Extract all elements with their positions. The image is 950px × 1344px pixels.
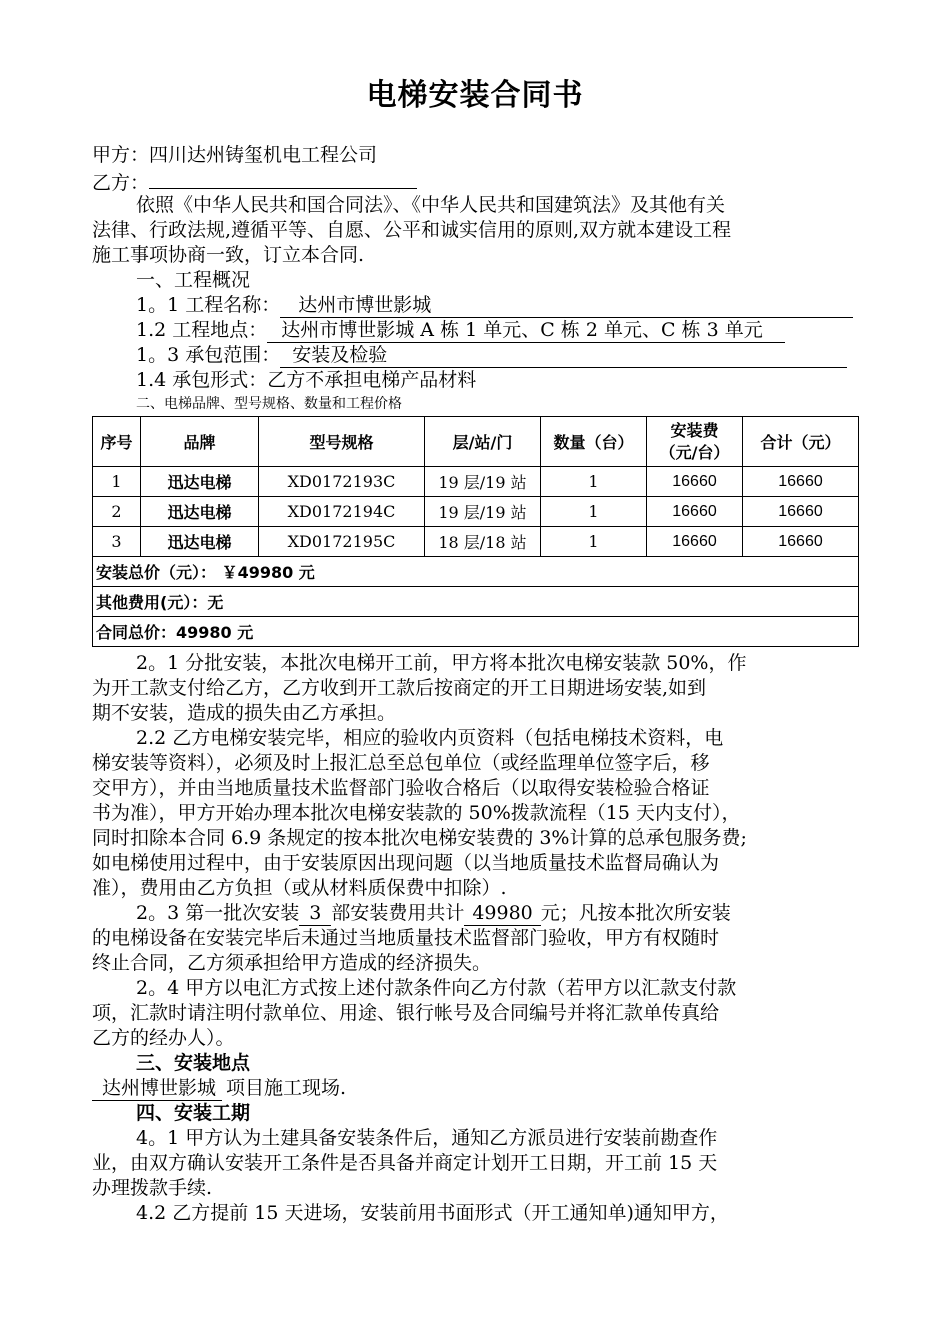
party-b-blank xyxy=(149,170,417,189)
section1-heading: 一、工程概况 xyxy=(136,269,251,291)
table-header-row xyxy=(93,417,859,467)
clause-line: 准），费用由乙方负担（或从材料质保费中扣除）. xyxy=(92,877,507,899)
contract-form: 1.4 承包形式：乙方不承担电梯产品材料 xyxy=(136,369,477,391)
table-cell: 18 层/18 站 xyxy=(425,527,541,557)
header-cell: 品牌 xyxy=(141,417,259,467)
clause-line: 业，由双方确认安装开工条件是否具备并商定计划开工日期，开工前 15 天 xyxy=(92,1152,718,1174)
clause-line: 办理拨款手续. xyxy=(92,1177,213,1199)
party-b: 乙方： xyxy=(92,170,862,195)
clause-line: 2。4 甲方以电汇方式按上述付款条件向乙方付款（若甲方以汇款支付款 xyxy=(136,977,737,999)
table-cell: 1 xyxy=(93,467,141,497)
clause-line: 期不安装，造成的损失由乙方承担。 xyxy=(92,702,397,724)
intro-line: 法律、行政法规,遵循平等、自愿、公平和诚实信用的原则,双方就本建设工程 xyxy=(92,219,732,241)
clause-line: 梯安装等资料），必须及时上报汇总至总包单位（或经监理单位签字后，移 xyxy=(92,752,710,774)
table-cell: XD0172195C xyxy=(259,527,425,557)
install-total-row xyxy=(93,557,859,587)
batch-amount: 49980 xyxy=(464,901,540,926)
table-cell: XD0172194C xyxy=(259,497,425,527)
clause-line: 的电梯设备在安装完毕后未通过当地质量技术监督部门验收，甲方有权随时 xyxy=(92,927,720,949)
clause-line: 4。1 甲方认为土建具备安装条件后，通知乙方派员进行安装前勘查作 xyxy=(136,1127,718,1149)
clause-line: 书为准），甲方开始办理本批次电梯安装款的 50%拨款流程（15 天内支付）， xyxy=(92,802,741,824)
clause-line: 乙方的经办人）。 xyxy=(92,1027,235,1049)
table-cell: 2 xyxy=(93,497,141,527)
section4-heading: 四、安装工期 xyxy=(136,1102,251,1124)
table-cell: 迅达电梯 xyxy=(141,527,259,557)
section2-heading: 二、电梯品牌、型号规格、数量和工程价格 xyxy=(136,396,402,412)
table-row xyxy=(93,467,859,497)
project-scope-value: 安装及检验 xyxy=(280,343,847,368)
other-fees: 其他费用(元）：无 xyxy=(93,587,859,617)
install-location-value: 达州博世影城 xyxy=(92,1076,222,1101)
table-cell: 1 xyxy=(541,527,647,557)
table-cell: 迅达电梯 xyxy=(141,467,259,497)
install-total: 安装总价（元）： ￥49980 元 xyxy=(93,557,859,587)
clause-line: 2。1 分批安装，本批次电梯开工前，甲方将本批次电梯安装款 50%，作 xyxy=(136,652,747,674)
table-cell: 16660 xyxy=(743,527,859,557)
project-location: 1.2 工程地点： 达州市博世影城 A 栋 1 单元、C 栋 2 单元、C 栋 3 单元 xyxy=(92,318,906,343)
clause-line: 终止合同，乙方须承担给甲方造成的经济损失。 xyxy=(92,952,492,974)
other-fees-row xyxy=(93,587,859,617)
section3-heading: 三、安装地点 xyxy=(136,1052,251,1074)
table-cell: 1 xyxy=(541,467,647,497)
table-row xyxy=(93,527,859,557)
project-name-value: 达州市博世影城 xyxy=(280,293,853,318)
project-location-value: 达州市博世影城 A 栋 1 单元、C 栋 2 单元、C 栋 3 单元 xyxy=(267,318,784,343)
intro-line: 依照《中华人民共和国合同法》、《中华人民共和国建筑法》及其他有关 xyxy=(136,194,726,216)
table-row xyxy=(93,497,859,527)
header-cell: 序号 xyxy=(93,417,141,467)
clause-line: 如电梯使用过程中，由于安装原因出现问题（以当地质量技术监督局确认为 xyxy=(92,852,720,874)
table-cell: 16660 xyxy=(743,497,859,527)
intro-line: 施工事项协商一致，订立本合同. xyxy=(92,244,365,266)
header-cell: 安装费 （元/台） xyxy=(647,417,743,467)
table-cell: 16660 xyxy=(647,527,743,557)
equipment-table xyxy=(92,416,859,647)
table-cell: 1 xyxy=(541,497,647,527)
table-cell: 19 层/19 站 xyxy=(425,497,541,527)
table-cell: 16660 xyxy=(647,467,743,497)
project-scope: 1。3 承包范围： 安装及检验 xyxy=(92,343,906,368)
table-cell: 19 层/19 站 xyxy=(425,467,541,497)
clause-line: 同时扣除本合同 6.9 条规定的按本批次电梯安装费的 3%计算的总承包服务费; xyxy=(92,827,747,849)
header-cell: 层/站/门 xyxy=(425,417,541,467)
party-a: 甲方：四川达州铸玺机电工程公司 xyxy=(92,144,378,166)
table-cell: 3 xyxy=(93,527,141,557)
contract-total-row xyxy=(93,617,859,647)
project-name: 1。1 工程名称： 达州市博世影城 xyxy=(92,293,906,318)
install-location: 达州博世影城 项目施工现场. xyxy=(92,1076,862,1101)
batch-quantity: 3 xyxy=(299,901,331,926)
header-cell: 型号规格 xyxy=(259,417,425,467)
document-title: 电梯安装合同书 xyxy=(366,78,584,113)
clause-2-3: 2。3 第一批次安装 3 部安装费用共计 49980 元；凡按本批次所安装 xyxy=(136,902,731,924)
table-cell: XD0172193C xyxy=(259,467,425,497)
clause-line: 为开工款支付给乙方，乙方收到开工款后按商定的开工日期进场安装,如到 xyxy=(92,677,707,699)
header-cell: 合计（元） xyxy=(743,417,859,467)
clause-line: 4.2 乙方提前 15 天进场，安装前用书面形式（开工通知单)通知甲方， xyxy=(136,1202,729,1224)
contract-total: 合同总价：49980 元 xyxy=(93,617,859,647)
table-cell: 16660 xyxy=(743,467,859,497)
clause-line: 项，汇款时请注明付款单位、用途、银行帐号及合同编号并将汇款单传真给 xyxy=(92,1002,720,1024)
clause-line: 2.2 乙方电梯安装完毕，相应的验收内页资料（包括电梯技术资料，电 xyxy=(136,727,724,749)
clause-line: 交甲方），并由当地质量技术监督部门验收合格后（以取得安装检验合格证 xyxy=(92,777,710,799)
table-cell: 16660 xyxy=(647,497,743,527)
table-cell: 迅达电梯 xyxy=(141,497,259,527)
header-cell: 数量（台） xyxy=(541,417,647,467)
